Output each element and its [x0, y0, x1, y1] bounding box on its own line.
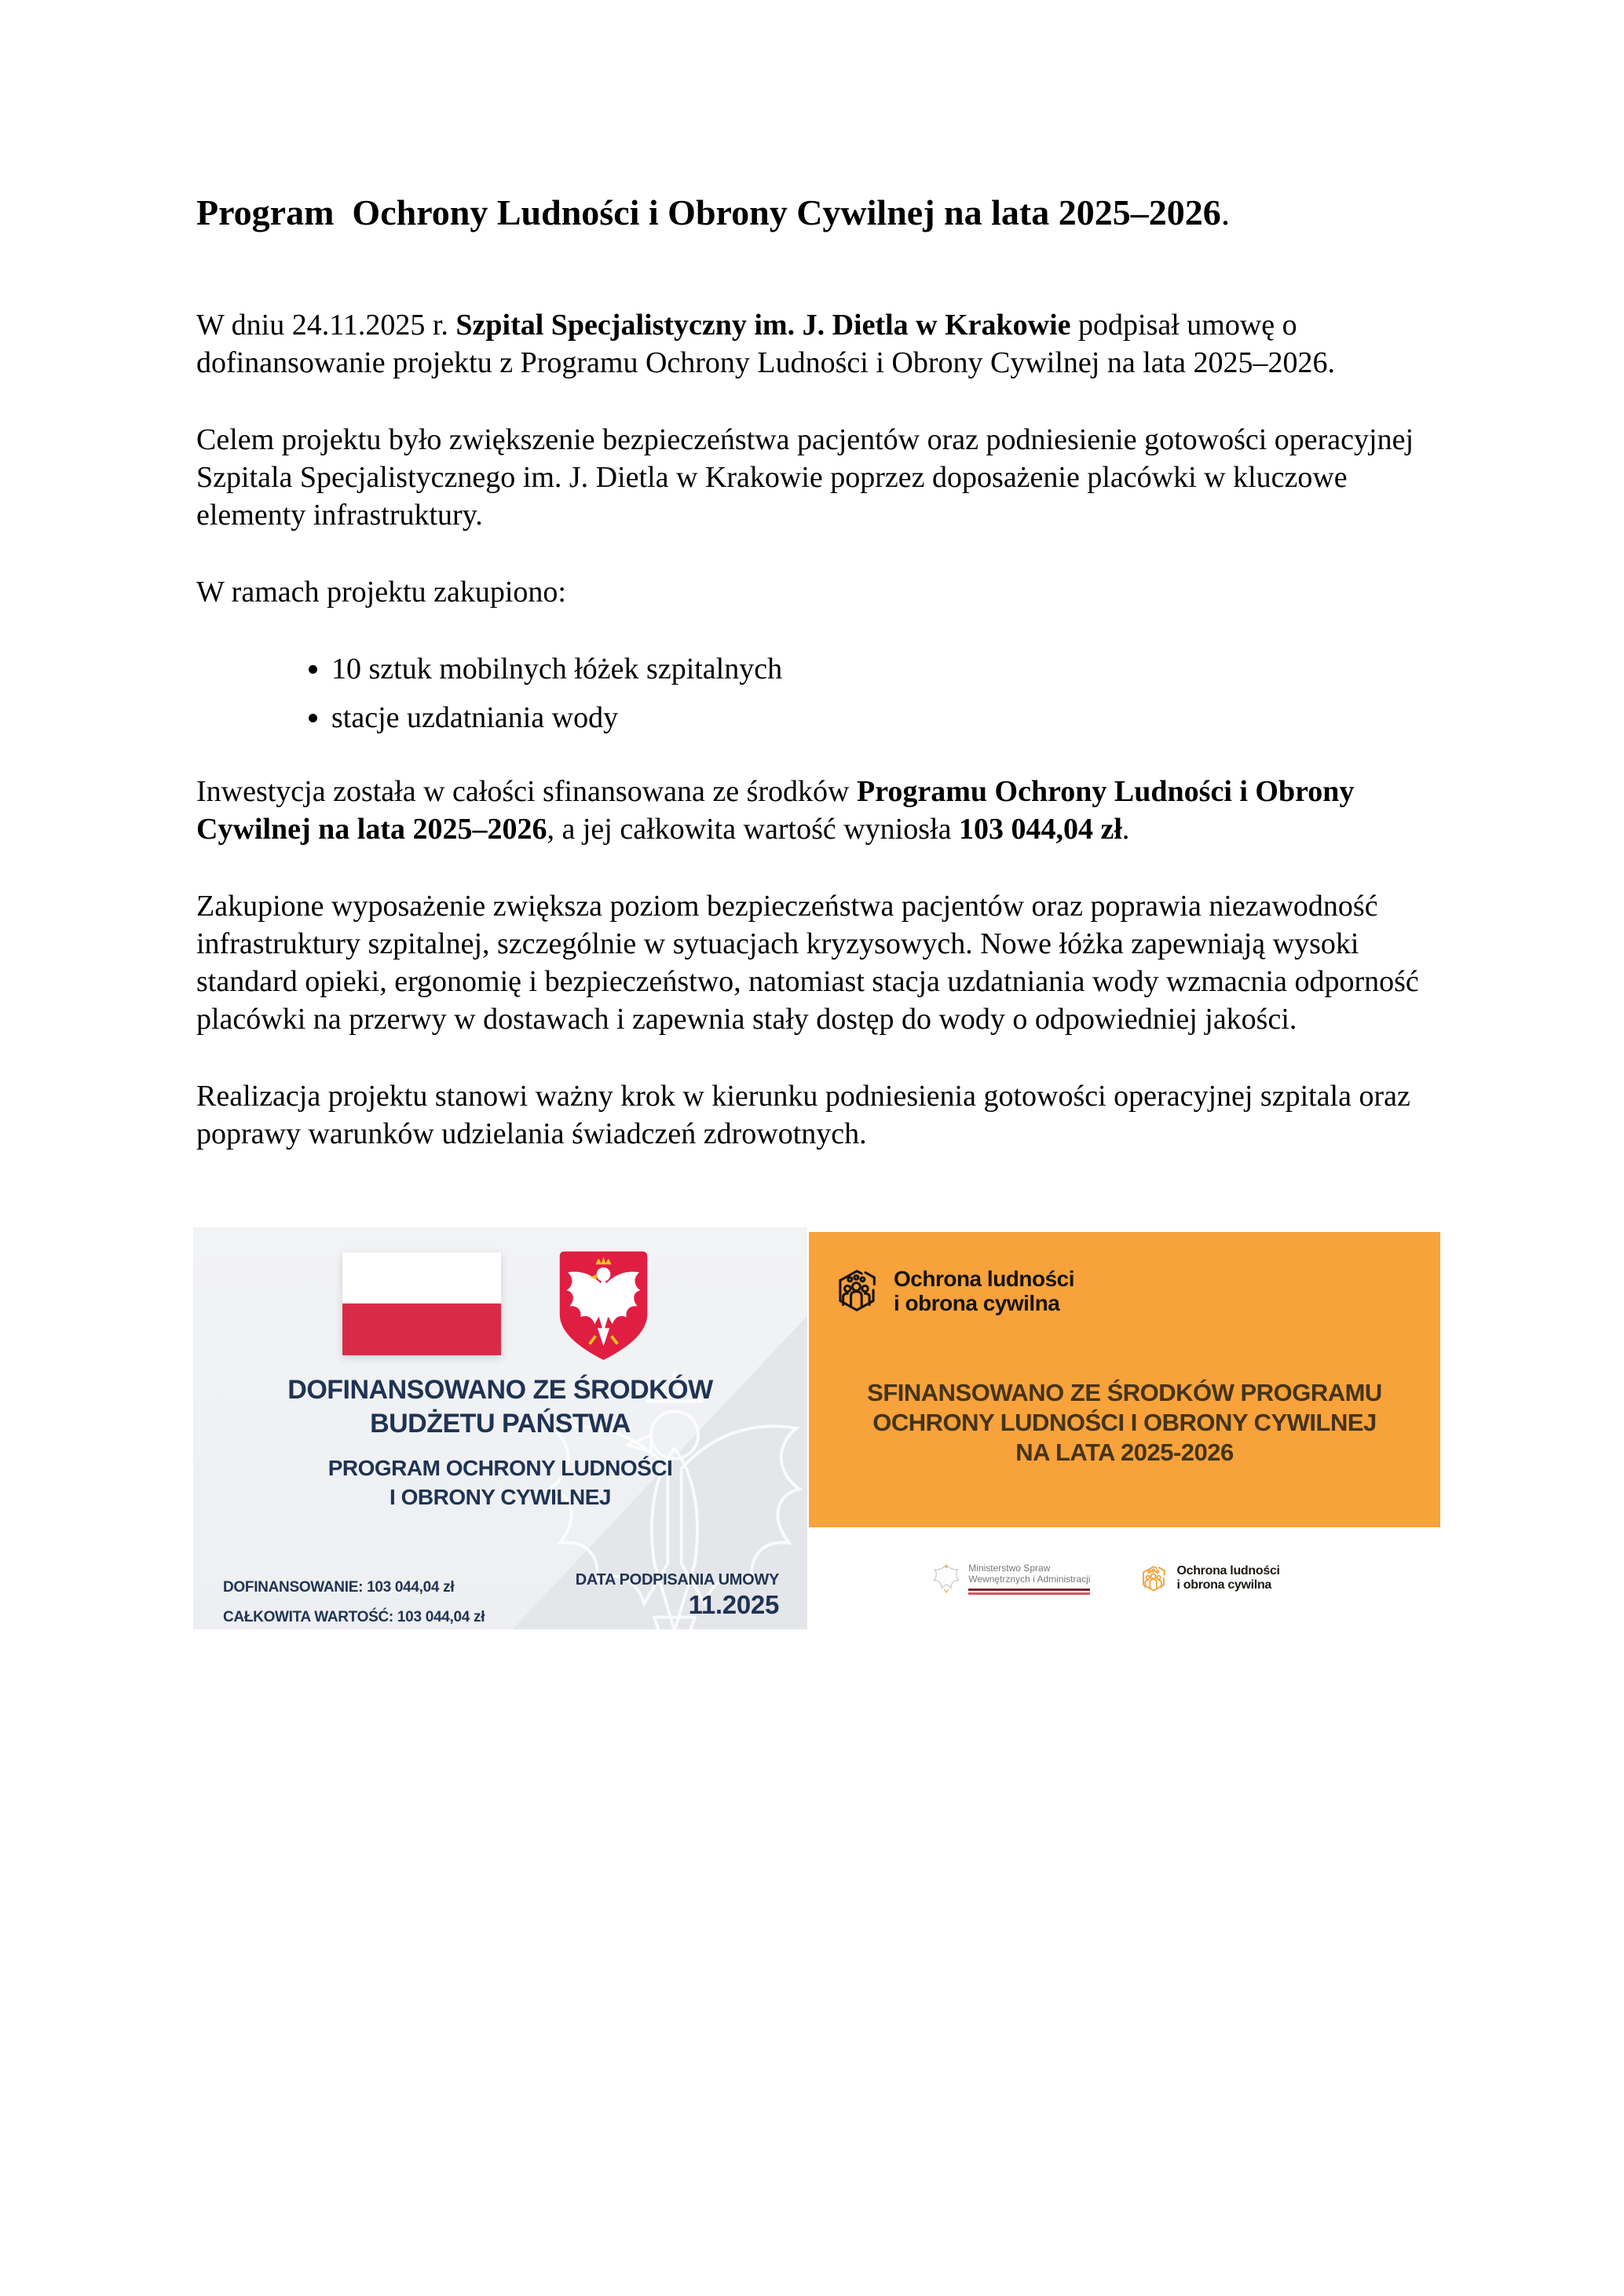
hospital-name-bold: Szpital Specjalistyczny im. J. Dietla w Krakowie [455, 309, 1071, 342]
poland-coat-of-arms-icon [554, 1249, 653, 1364]
paragraph-financing [196, 773, 1428, 848]
paragraph-agreement [196, 306, 1428, 382]
footer-logos [807, 1527, 1440, 1629]
civil-protection-footer-logo [1139, 1561, 1279, 1596]
banner-heading-line1: DOFINANSOWANO ZE ŚRODKÓW [287, 1375, 713, 1405]
signing-date-value: 11.2025 [688, 1590, 779, 1619]
page-title [196, 192, 1428, 234]
mswia-eagle-icon [931, 1562, 961, 1595]
civil-protection-icon [832, 1260, 881, 1320]
text-run: podpisał umowę o dofinansowanie projektu z Programu Ochrony Ludności i Obrony Cywilnej na lata 2025–2026. [196, 309, 1336, 379]
poland-flag-icon [342, 1252, 501, 1355]
financed-line1: SFINANSOWANO ZE ŚRODKÓW PROGRAMU [867, 1379, 1382, 1406]
mswia-text-line2: Wewnętrznych i Administracji [968, 1573, 1091, 1585]
flag-red-stripe [342, 1303, 501, 1355]
logo-text-line1: Ochrona ludności [894, 1267, 1075, 1291]
financed-line3: NA LATA 2025-2026 [1015, 1439, 1234, 1466]
footer-logo-line2: i obrona cywilna [1176, 1578, 1272, 1592]
banner-financed-text [809, 1378, 1440, 1468]
amount-bold: 103 044,04 zł [958, 813, 1122, 846]
page-title-text: Program Ochrony Ludności i Obrony Cywilnej na lata 2025–2026 [196, 192, 1221, 232]
underline-light-red [968, 1592, 1090, 1595]
banner-program-name [193, 1453, 807, 1512]
banner-program-line2: I OBRONY CYWILNEJ [390, 1485, 611, 1509]
paragraph-purchases-intro: W ramach projektu zakupiono: [196, 576, 566, 609]
text-run: Inwestycja została w całości sfinansowana ze środków [196, 775, 857, 808]
mswia-underline [968, 1589, 1090, 1595]
list-item-water: • stacje uzdatniania wody [331, 699, 1428, 737]
mswia-text-line1: Ministerstwo Spraw [968, 1562, 1051, 1574]
text-run: W dniu 24.11.2025 r. [196, 309, 456, 342]
total-value-label: CAŁKOWITA WARTOŚĆ: 103 044,04 zł [223, 1609, 485, 1625]
purchase-list [196, 650, 1428, 737]
program-banner [807, 1227, 1440, 1629]
funding-banners [193, 1227, 1440, 1629]
text-run: , a jej całkowita wartość wyniosła [547, 813, 959, 846]
banner-signing-date [576, 1570, 779, 1620]
list-item-beds: • 10 sztuk mobilnych łóżek szpitalnych [331, 650, 1428, 688]
paragraph-goal: Celem projektu było zwiększenie bezpieczeństwa pacjentów oraz podniesienie gotowości operacyjnej Szpitala Specjalistycznego im. J. Dietla w Krakowie poprzez doposażenie placówki w kluczowe elementy infrastruktury. [196, 423, 1414, 532]
text-run: . [1121, 813, 1130, 846]
paragraph-conclusion: Realizacja projektu stanowi ważny krok w kierunku podniesienia gotowości operacyjnej szpitala oraz poprawy warunków udzielania świadczeń zdrowotnych. [196, 1080, 1410, 1150]
civil-protection-footer-icon [1139, 1561, 1169, 1596]
financed-line2: OCHRONY LUDNOŚCI I OBRONY CYWILNEJ [872, 1409, 1377, 1436]
flag-white-stripe [342, 1252, 501, 1303]
banner-funding-values [223, 1573, 485, 1629]
paragraph-benefits: Zakupione wyposażenie zwiększa poziom bezpieczeństwa pacjentów oraz poprawia niezawodność infrastruktury szpitalnej, szczególnie w sytuacjach kryzysowych. Nowe łóżka zapewniają wysoki standard opieki, ergonomię i bezpieczeństwo, natomiast stacja uzdatniania wody wzmacnia odporność placówki na przerwy w dostawach i zapewnia stały dostęp do wody o odpowiedniej jakości. [196, 890, 1419, 1036]
civil-protection-logo-text [894, 1267, 1074, 1315]
footer-logo-line1: Ochrona ludności [1176, 1564, 1280, 1578]
signing-date-label: DATA PODPISANIA UMOWY [575, 1571, 779, 1589]
mswia-logo [931, 1562, 1090, 1595]
banner-heading-line2: BUDŻETU PAŃSTWA [370, 1409, 631, 1439]
document-body [196, 192, 1428, 1192]
funding-amount-label: DOFINANSOWANIE: 103 044,04 zł [223, 1579, 455, 1596]
page-title-period: . [1220, 192, 1231, 232]
underline-dark-red [968, 1589, 1090, 1591]
footer-logo-text [1176, 1564, 1279, 1592]
mswia-text-block [968, 1563, 1090, 1595]
program-banner-orange-block [809, 1232, 1440, 1527]
banner-heading [193, 1373, 807, 1441]
program-name-bold: Programu Ochrony Ludności i Obrony Cywilnej na lata 2025–2026 [196, 775, 1355, 846]
logo-text-line2: i obrona cywilna [894, 1291, 1060, 1315]
state-budget-banner [193, 1227, 807, 1629]
banner-program-line1: PROGRAM OCHRONY LUDNOŚCI [327, 1456, 673, 1480]
